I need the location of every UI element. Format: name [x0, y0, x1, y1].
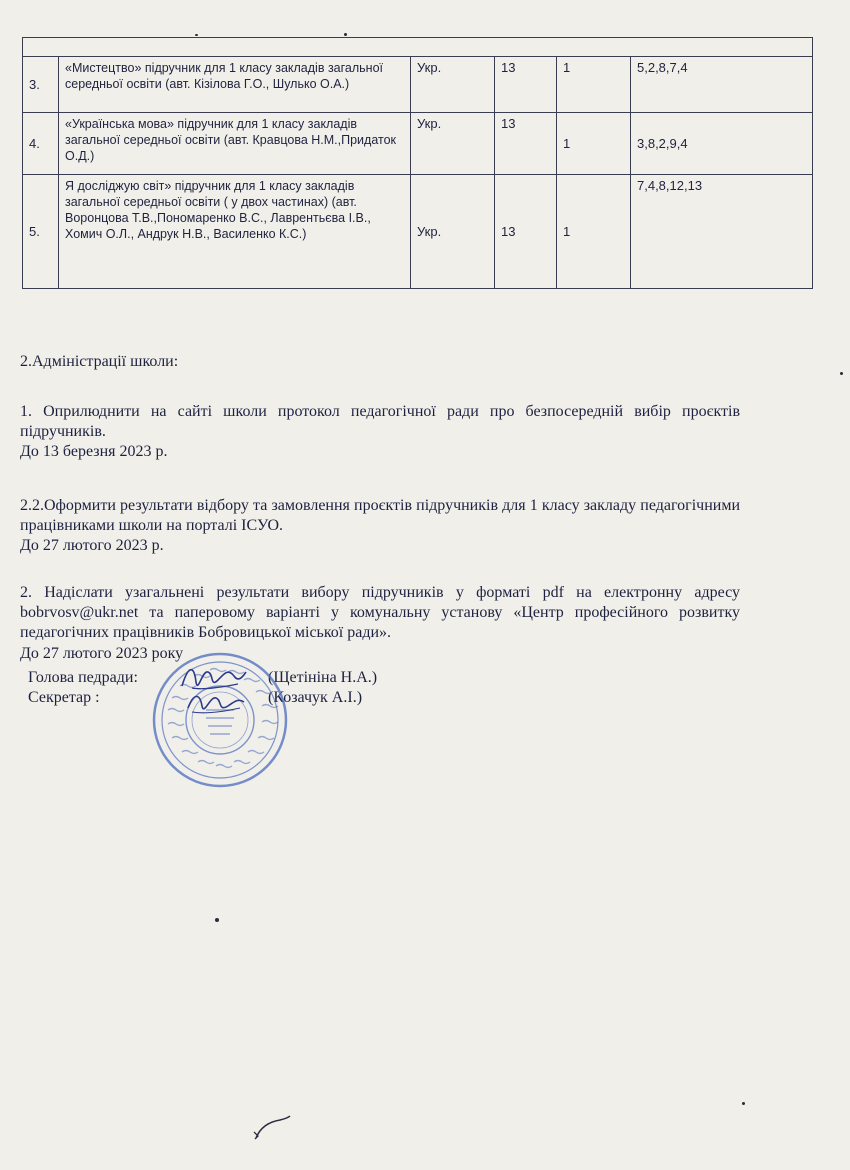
chair-name: (Щетініна Н.А.) [268, 669, 378, 686]
scan-dust-mark [215, 918, 219, 922]
chair-role: Голова педради: [28, 669, 138, 686]
count-cell: 13 [495, 175, 557, 289]
item-2-deadline: До 27 лютого 2023 р. [20, 537, 164, 554]
language-cell: Укр. [411, 113, 495, 175]
section-heading: 2.Адміністрації школи: [20, 353, 179, 370]
count-cell: 13 [495, 57, 557, 113]
table-cell [23, 38, 813, 57]
table-row [23, 113, 813, 175]
textbook-title: «Мистецтво» підручник для 1 класу закладів загальної середньої освіти (авт. Кізілова Г.О., Шулько О.А.) [59, 57, 411, 113]
item-3-deadline: До 27 лютого 2023 року [20, 645, 184, 662]
class-cell: 1 [557, 175, 631, 289]
scan-dust-mark [195, 34, 198, 36]
item-1-text: 1. Оприлюднити на сайті школи протокол педагогічної ради про безпосередній вибір проєктів підручників. [20, 403, 740, 440]
language-cell: Укр. [411, 175, 495, 289]
table-row [23, 57, 813, 113]
table-row [23, 175, 813, 289]
scan-dust-mark [742, 1102, 745, 1105]
row-number: 4. [23, 113, 59, 175]
language-cell: Укр. [411, 57, 495, 113]
item-2-text: 2.2.Оформити результати відбору та замовлення проєктів підручників для 1 класу закладу педагогічними працівниками школи на порталі ІСУО. [20, 497, 740, 534]
choice-cell: 3,8,2,9,4 [631, 113, 813, 175]
choice-cell: 5,2,8,7,4 [631, 57, 813, 113]
item-3-text: 2. Надіслати узагальнені результати вибору підручників у форматі pdf на електронну адресу bobrvosv@ukr.net та паперовому варіанті у комунальну установу «Центр професійного розвитку педагогічних працівників Бобровицької міської ради». [20, 584, 740, 641]
table-header-remnant [23, 38, 813, 57]
textbook-title: Я досліджую світ» підручник для 1 класу закладів загальної середньої освіти ( у двох частинах) (авт. Воронцова Т.В.,Пономаренко В.С., Лаврентьєва І.В., Хомич О.Л., Андрук Н.В., Василенко К.С.) [59, 175, 411, 289]
textbook-table [22, 37, 813, 289]
secretary-name: (Козачук А.І.) [268, 689, 363, 706]
row-number: 3. [23, 57, 59, 113]
scan-mark-icon [250, 1112, 294, 1142]
class-cell: 1 [557, 113, 631, 175]
item-1-deadline: До 13 березня 2023 р. [20, 443, 168, 460]
choice-cell: 7,4,8,12,13 [631, 175, 813, 289]
secretary-role: Секретар : [28, 689, 100, 706]
count-cell: 13 [495, 113, 557, 175]
secretary-signature-icon [182, 686, 248, 720]
class-cell: 1 [557, 57, 631, 113]
textbook-title: «Українська мова» підручник для 1 класу закладів загальної середньої освіти (авт. Кравцова Н.М.,Придаток О.Д.) [59, 113, 411, 175]
row-number: 5. [23, 175, 59, 289]
scan-dust-mark [840, 372, 843, 375]
scan-dust-mark [344, 33, 347, 36]
